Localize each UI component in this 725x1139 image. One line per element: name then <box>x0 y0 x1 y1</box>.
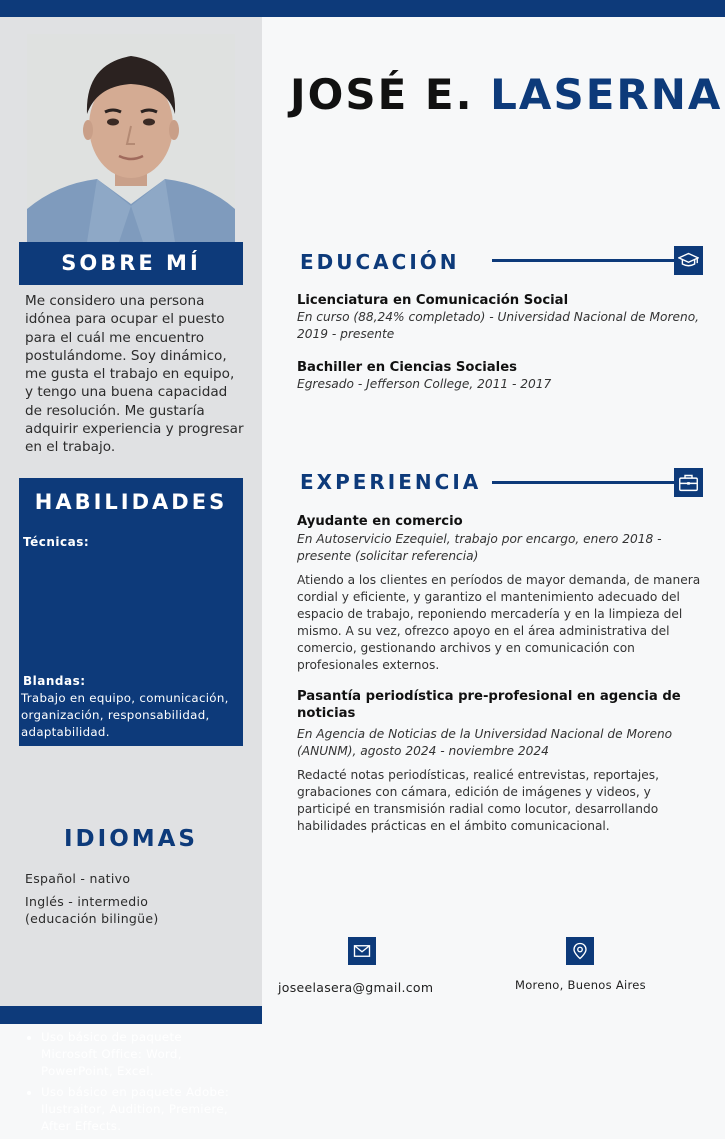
experience-entry-meta: En Agencia de Noticias de la Universidad Nacional de Moreno (ANUNM), agosto 2024 - noviembre 2024 <box>297 727 673 758</box>
education-divider <box>492 259 674 262</box>
graduation-cap-icon <box>674 246 703 275</box>
education-entry-title: Licenciatura en Comunicación Social <box>297 293 569 308</box>
education-entry-meta: En curso (88,24% completado) - Universidad Nacional de Moreno, 2019 - presente <box>297 310 700 341</box>
full-name <box>290 70 722 119</box>
top-accent-bar <box>0 0 725 17</box>
education-entry-title: Bachiller en Ciencias Sociales <box>297 360 517 375</box>
bottom-accent-bar <box>0 1006 262 1024</box>
location-text: Moreno, Buenos Aires <box>515 978 646 992</box>
soft-skills-text: Trabajo en equipo, comunicación, organización, responsabilidad, adaptabilidad. <box>21 691 229 739</box>
experience-title: EXPERIENCIA <box>300 470 482 494</box>
education-title: EDUCACIÓN <box>300 250 460 274</box>
experience-entry-title: Pasantía periodística pre-profesional en agencia de noticias <box>297 689 681 721</box>
skills-title: HABILIDADES <box>34 490 228 514</box>
soft-skills-label: Blandas: <box>23 674 86 688</box>
email-link[interactable]: joseelasera@gmail.com <box>278 980 434 995</box>
list-item: • Uso básico de paquete Microsoft Office: Word, PowerPoint, Excel. <box>41 1029 237 1080</box>
about-title: SOBRE MÍ <box>19 242 243 285</box>
languages-title: IDIOMAS <box>63 826 198 852</box>
about-text: Me considero una persona idónea para ocupar el puesto para el cuál me encuentro postulándome. Soy dinámico, me gusta el trabajo en equipo, y tengo una buena capacidad de resolución. Me gustaría adquirir experiencia y progresar en el trabajo. <box>25 293 244 456</box>
experience-entry-title: Ayudante en comercio <box>297 514 463 529</box>
experience-entry-desc: Atiendo a los clientes en períodos de mayor demanda, de manera cordial y eficiente, y garantizo el mantenimiento adecuado del espacio de trabajo, reponiendo mercadería y en la limpieza del mismo. A su vez, ofrezco apoyo en el área administrativa del comercio, gestionando archivos y en comunicación con profesionales externos. <box>297 573 701 672</box>
technical-skills-list <box>23 1029 237 1139</box>
education-entry-meta: Egresado - Jefferson College, 2011 - 2017 <box>297 377 552 391</box>
first-name: JOSÉ E. <box>290 70 474 119</box>
experience-divider <box>492 481 674 484</box>
experience-entry-desc: Redacté notas periodísticas, realicé entrevistas, reportajes, grabaciones con cámara, edición de imágenes y videos, y participé en transmisión radial como locutor, desarrollando habilidades prácticas en el ámbito comunicacional. <box>297 768 660 833</box>
list-item: • Uso básico en paquete Adobe: Ilustraitor, Audition, Premiere, After Effects. <box>41 1084 237 1135</box>
language-item: Español - nativo <box>25 871 131 886</box>
envelope-icon <box>348 937 376 965</box>
last-name: LASERNA <box>490 70 723 119</box>
experience-entry-meta: En Autoservicio Ezequiel, trabajo por encargo, enero 2018 - presente (solicitar referencia) <box>297 532 662 563</box>
language-item: Inglés - intermedio (educación bilingüe) <box>25 894 159 926</box>
briefcase-icon <box>674 468 703 497</box>
technical-skills-label: Técnicas: <box>23 535 90 549</box>
map-pin-icon <box>566 937 594 965</box>
profile-photo <box>27 34 235 242</box>
